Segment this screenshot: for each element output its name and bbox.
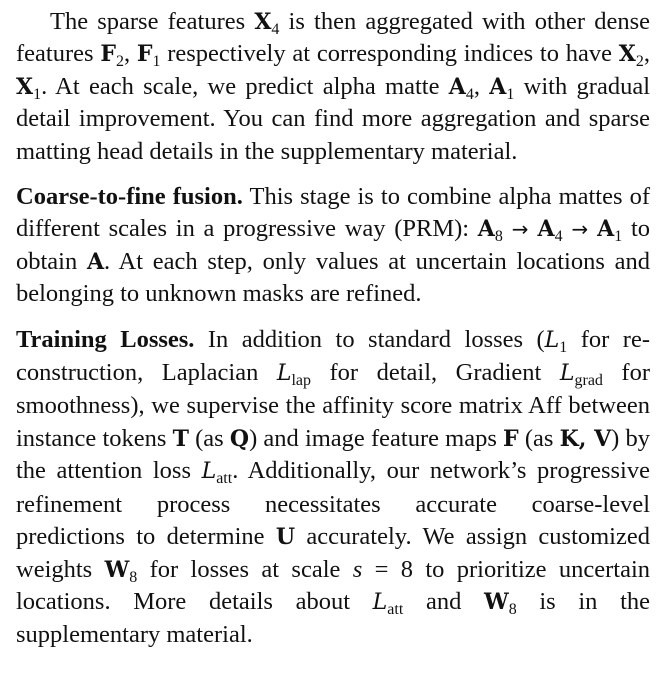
math-symbol: L (544, 327, 560, 353)
math-subscript: 4 (465, 85, 474, 103)
math-symbol: s (352, 555, 363, 583)
text: The sparse features (50, 8, 255, 35)
text: . At each step, only values at uncertain locations and belonging to unknown masks are refined. (16, 247, 650, 308)
math-symbol: A (477, 216, 495, 243)
text: accurately. We assign customized weights (16, 523, 650, 583)
math-symbol: F (100, 41, 116, 68)
math-subscript: 1 (559, 338, 568, 356)
math-subscript: 1 (152, 53, 161, 71)
math-subscript: 2 (635, 53, 644, 71)
text: for smoothness), we supervise the affinity score matrix Aff between instance tokens (16, 359, 650, 452)
text: In addition to standard losses ( (194, 325, 545, 353)
math-symbol: F (136, 41, 153, 68)
math-subscript: 8 (494, 228, 503, 246)
math-subscript: grad (574, 372, 603, 390)
math-subscript: 8 (508, 600, 517, 618)
text: is then aggregated with other dense features (16, 8, 650, 68)
math-symbol: L (276, 361, 292, 387)
arrow-symbol: → (562, 217, 598, 242)
math-symbol: L (559, 361, 575, 387)
text: to obtain (16, 215, 650, 275)
math-subscript: att (387, 600, 404, 618)
math-symbol: L (201, 459, 217, 485)
paragraph-aggregation (16, 6, 650, 168)
math-symbol: W (104, 556, 130, 583)
math-symbol: W (483, 588, 509, 615)
math-symbol: A (597, 216, 615, 243)
text: for reconstruction, Laplacian (16, 325, 650, 387)
text: , (643, 40, 650, 68)
paragraph-heading: Training Losses. (16, 325, 195, 353)
math-symbol: A (489, 73, 507, 100)
math-subscript: 1 (33, 85, 42, 103)
math-subscript: 8 (129, 568, 138, 586)
text: . At each scale, we predict alpha matte (41, 72, 449, 100)
math-symbol: A (86, 248, 105, 275)
paragraph-heading: Coarse-to-fine fusion. (16, 183, 243, 211)
math-subscript: 1 (506, 85, 515, 103)
paragraph-training-losses (16, 324, 650, 652)
math-subscript: 2 (115, 53, 124, 71)
math-symbol: L (372, 589, 388, 615)
math-symbol: X (16, 73, 34, 100)
math-symbol: X (618, 41, 636, 68)
text: = 8 to prioritize uncertain locations. More details about (16, 555, 651, 615)
text: (as (518, 424, 560, 452)
text: for losses at scale (137, 555, 353, 583)
math-symbol: F (503, 425, 519, 452)
text: for detail, Gradient (311, 359, 560, 387)
arrow-symbol: → (502, 217, 538, 242)
paragraph-coarse-to-fine (16, 181, 650, 311)
text: . Additionally, our network’s progressive refinement process necessitates accurate coarse-level predictions to determine (16, 457, 650, 551)
math-symbol: A (537, 216, 555, 243)
math-subscript: 1 (614, 228, 623, 246)
math-subscript: 4 (271, 21, 280, 38)
text: ) and image feature maps (249, 424, 504, 452)
text: ) by the attention loss (16, 424, 650, 485)
text: This stage is to combine alpha mattes of different scales in a progressive way (PRM): (16, 183, 650, 243)
math-subscript: att (216, 470, 233, 488)
math-symbol: K, V (559, 425, 612, 452)
math-symbol: U (275, 524, 296, 551)
text: respectively at corresponding indices to have (160, 40, 619, 68)
math-symbol: Q (229, 425, 250, 452)
math-symbol: T (172, 425, 189, 452)
text: (as (188, 424, 230, 452)
text: , (123, 40, 137, 68)
math-symbol: A (448, 73, 466, 100)
text: , (473, 72, 490, 100)
math-symbol: X (254, 9, 272, 35)
text: and (403, 587, 484, 615)
math-subscript: lap (291, 372, 311, 390)
text: is in the supplementary material. (16, 587, 651, 649)
math-subscript: 4 (554, 228, 563, 246)
text: with gradual detail improvement. You can find more aggregation and sparse matting head details in the supplementary material. (16, 72, 650, 165)
